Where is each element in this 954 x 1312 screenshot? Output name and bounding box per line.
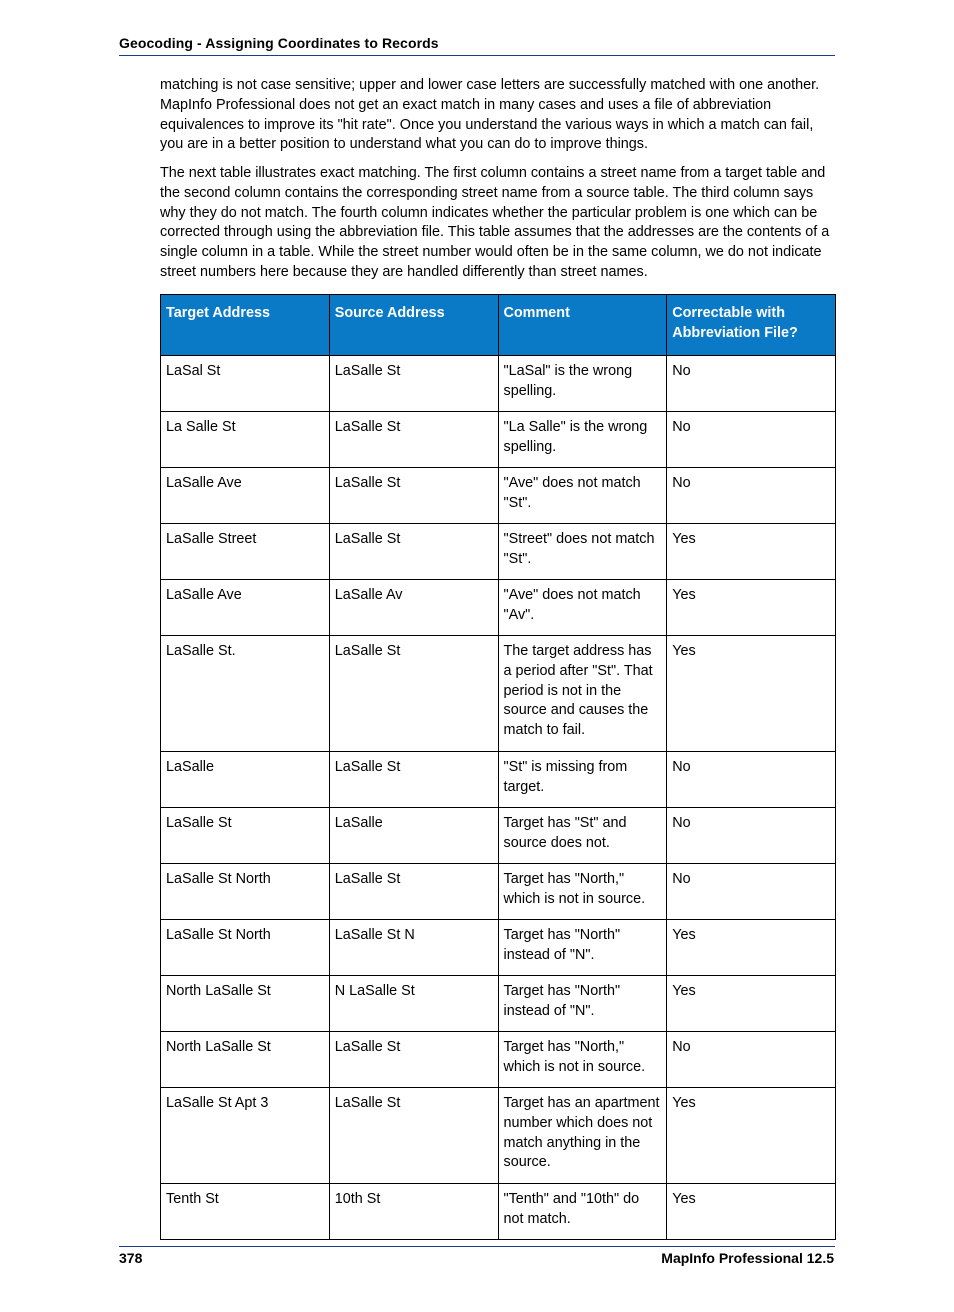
table-row	[161, 580, 836, 636]
running-header-title: Geocoding - Assigning Coordinates to Records	[119, 35, 439, 51]
table-row	[161, 808, 836, 864]
cell-target: LaSalle	[161, 752, 330, 808]
cell-correctable: Yes	[667, 524, 836, 580]
cell-correctable: No	[667, 752, 836, 808]
cell-target: LaSalle St North	[161, 864, 330, 920]
body-paragraph-1	[160, 76, 836, 155]
product-name: MapInfo Professional 12.5	[661, 1250, 834, 1266]
table-row	[161, 1184, 836, 1240]
cell-target: LaSal St	[161, 356, 330, 412]
cell-comment: Target has "North," which is not in source.	[498, 1032, 667, 1088]
header-correctable: Correctable with Abbreviation File?	[667, 295, 836, 356]
cell-source: LaSalle Av	[329, 580, 498, 636]
cell-correctable: No	[667, 1032, 836, 1088]
cell-source: 10th St	[329, 1184, 498, 1240]
cell-source: LaSalle St	[329, 412, 498, 468]
cell-source: LaSalle	[329, 808, 498, 864]
table-row	[161, 752, 836, 808]
table-row	[161, 636, 836, 752]
cell-comment: Target has an apartment number which does not match anything in the source.	[498, 1088, 667, 1184]
header-source-address: Source Address	[329, 295, 498, 356]
cell-source: N LaSalle St	[329, 976, 498, 1032]
cell-correctable: No	[667, 808, 836, 864]
table-row	[161, 864, 836, 920]
cell-correctable: Yes	[667, 636, 836, 752]
address-matching-table	[160, 294, 836, 1240]
cell-correctable: Yes	[667, 976, 836, 1032]
cell-source: LaSalle St	[329, 1032, 498, 1088]
cell-source: LaSalle St N	[329, 920, 498, 976]
cell-source: LaSalle St	[329, 1088, 498, 1184]
cell-target: Tenth St	[161, 1184, 330, 1240]
cell-source: LaSalle St	[329, 752, 498, 808]
cell-target: LaSalle St.	[161, 636, 330, 752]
paragraph-text: matching is not case sensitive; upper and lower case letters are successfully matched with one another. MapInfo Professional does not get an exact match in many cases and uses a file of abbreviation equivalences to improve its "hit rate". Once you understand the various ways in which a match can fail, you are in a better position to understand what you can do to improve things.	[160, 77, 820, 153]
table-row	[161, 412, 836, 468]
cell-comment: "St" is missing from target.	[498, 752, 667, 808]
footer-rule	[119, 1246, 835, 1247]
cell-target: North LaSalle St	[161, 1032, 330, 1088]
table-row	[161, 356, 836, 412]
cell-target: LaSalle Ave	[161, 580, 330, 636]
cell-correctable: No	[667, 356, 836, 412]
cell-comment: "Ave" does not match "Av".	[498, 580, 667, 636]
table-row	[161, 468, 836, 524]
cell-target: LaSalle Street	[161, 524, 330, 580]
cell-comment: "La Salle" is the wrong spelling.	[498, 412, 667, 468]
header-rule	[119, 55, 835, 56]
cell-comment: The target address has a period after "St". That period is not in the source and causes the match to fail.	[498, 636, 667, 752]
cell-source: LaSalle St	[329, 864, 498, 920]
cell-correctable: Yes	[667, 1088, 836, 1184]
header-comment: Comment	[498, 295, 667, 356]
cell-correctable: Yes	[667, 1184, 836, 1240]
cell-comment: "Ave" does not match "St".	[498, 468, 667, 524]
body-paragraph-2	[160, 164, 836, 283]
cell-comment: "Tenth" and "10th" do not match.	[498, 1184, 667, 1240]
cell-correctable: No	[667, 864, 836, 920]
cell-source: LaSalle St	[329, 356, 498, 412]
table-row	[161, 976, 836, 1032]
cell-comment: Target has "St" and source does not.	[498, 808, 667, 864]
cell-target: North LaSalle St	[161, 976, 330, 1032]
cell-source: LaSalle St	[329, 636, 498, 752]
table-row	[161, 1032, 836, 1088]
table-row	[161, 920, 836, 976]
page-number: 378	[119, 1250, 143, 1266]
cell-comment: Target has "North" instead of "N".	[498, 920, 667, 976]
table-row	[161, 1088, 836, 1184]
table-header-row	[161, 295, 836, 356]
cell-correctable: Yes	[667, 580, 836, 636]
cell-comment: "LaSal" is the wrong spelling.	[498, 356, 667, 412]
cell-target: LaSalle Ave	[161, 468, 330, 524]
table-row	[161, 524, 836, 580]
cell-target: LaSalle St North	[161, 920, 330, 976]
cell-target: LaSalle St Apt 3	[161, 1088, 330, 1184]
header-target-address: Target Address	[161, 295, 330, 356]
cell-source: LaSalle St	[329, 468, 498, 524]
cell-correctable: No	[667, 412, 836, 468]
cell-correctable: Yes	[667, 920, 836, 976]
cell-target: La Salle St	[161, 412, 330, 468]
cell-correctable: No	[667, 468, 836, 524]
cell-source: LaSalle St	[329, 524, 498, 580]
paragraph-text: The next table illustrates exact matching. The first column contains a street name from a target table and the second column contains the corresponding street name from a source table. The third column says why they do not match. The fourth column indicates whether the particular problem is one which can be corrected through using the abbreviation file. This table assumes that the addresses are the contents of a single column in a table. While the street number would often be in the same column, we do not indicate street numbers here because they are handled differently than street names.	[160, 165, 830, 280]
cell-comment: "Street" does not match "St".	[498, 524, 667, 580]
cell-target: LaSalle St	[161, 808, 330, 864]
cell-comment: Target has "North" instead of "N".	[498, 976, 667, 1032]
cell-comment: Target has "North," which is not in source.	[498, 864, 667, 920]
